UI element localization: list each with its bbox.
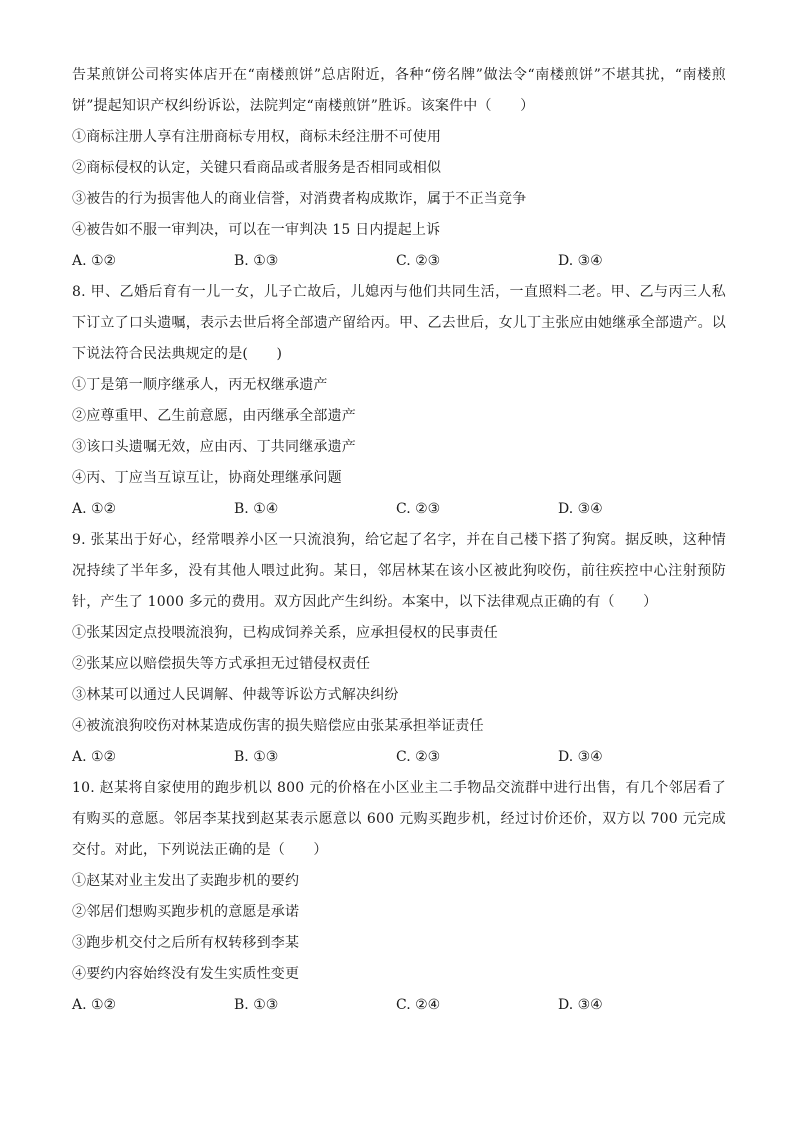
statement-2: ②邻居们想购买跑步机的意愿是承诺: [72, 904, 300, 920]
option-a: A. ①②: [72, 253, 117, 269]
option-b: B. ①③: [234, 253, 279, 269]
option-b: B. ①④: [234, 501, 279, 517]
option-c: C. ②③: [396, 749, 441, 765]
statement-4: ④被流浪狗咬伤对林某造成伤害的损失赔偿应由张某承担举证责任: [72, 718, 484, 734]
option-a: A. ①②: [72, 997, 117, 1013]
answer-options: [72, 246, 726, 277]
statement-4: ④丙、丁应当互谅互让，协商处理继承问题: [72, 470, 342, 486]
answer-options: [72, 990, 726, 1021]
question-stem: 9. 张某出于好心，经常喂养小区一只流浪狗，给它起了名字，并在自己楼下搭了狗窝。据反映，这种情况持续了半年多，没有其他人喂过此狗。某日，邻居林某在该小区被此狗咬伤，前往疾控中心注射预防针，产生了 1000 多元的费用。双方因此产生纠纷。本案中，以下法律观点正确的有（ ）: [72, 532, 726, 610]
option-c: C. ②④: [396, 997, 441, 1013]
statement-2: ②张某应以赔偿损失等方式承担无过错侵权责任: [72, 656, 371, 672]
question-stem: 10. 赵某将自家使用的跑步机以 800 元的价格在小区业主二手物品交流群中进行出售，有几个邻居看了有购买的意愿。邻居李某找到赵某表示愿意以 600 元购买跑步机，经过讨价还价，双方以 700 元完成交付。对此，下列说法正确的是（ ）: [72, 780, 726, 858]
option-c: C. ②③: [396, 253, 441, 269]
question-stem: 告某煎饼公司将实体店开在“南楼煎饼”总店附近，各种“傍名牌”做法令“南楼煎饼”不堪其扰，“南楼煎饼”提起知识产权纠纷诉讼，法院判定“南楼煎饼”胜诉。该案件中（ ）: [72, 67, 726, 114]
option-d: D. ③④: [558, 997, 603, 1013]
statement-4: ④被告如不服一审判决，可以在一审判决 15 日内提起上诉: [72, 222, 441, 238]
exam-page: [72, 60, 726, 1021]
answer-options: [72, 742, 726, 773]
question-10: [72, 773, 726, 1021]
statement-2: ②应尊重甲、乙生前意愿，由丙继承全部遗产: [72, 408, 356, 424]
option-d: D. ③④: [558, 749, 603, 765]
question-8: [72, 277, 726, 525]
option-b: B. ①③: [234, 749, 279, 765]
question-stem: 8. 甲、乙婚后育有一儿一女，儿子亡故后，儿媳丙与他们共同生活，一直照料二老。甲、乙与丙三人私下订立了口头遗嘱，表示去世后将全部遗产留给丙。甲、乙去世后，女儿丁主张应由她继承全部遗产。以下说法符合民法典规定的是( ): [72, 284, 726, 362]
question-7: [72, 60, 726, 277]
statement-2: ②商标侵权的认定，关键只看商品或者服务是否相同或相似: [72, 160, 442, 176]
statement-1: ①丁是第一顺序继承人，丙无权继承遗产: [72, 377, 328, 393]
statement-1: ①赵某对业主发出了卖跑步机的要约: [72, 873, 300, 889]
option-d: D. ③④: [558, 253, 603, 269]
statement-3: ③跑步机交付之后所有权转移到李某: [72, 935, 300, 951]
statement-4: ④要约内容始终没有发生实质性变更: [72, 966, 300, 982]
answer-options: [72, 494, 726, 525]
statement-3: ③被告的行为损害他人的商业信誉，对消费者构成欺诈，属于不正当竞争: [72, 191, 527, 207]
statement-1: ①张某因定点投喂流浪狗，已构成饲养关系，应承担侵权的民事责任: [72, 625, 498, 641]
option-c: C. ②③: [396, 501, 441, 517]
statement-3: ③该口头遗嘱无效，应由丙、丁共同继承遗产: [72, 439, 356, 455]
statement-3: ③林某可以通过人民调解、仲裁等诉讼方式解决纠纷: [72, 687, 399, 703]
option-a: A. ①②: [72, 501, 117, 517]
option-b: B. ①③: [234, 997, 279, 1013]
statement-1: ①商标注册人享有注册商标专用权，商标未经注册不可使用: [72, 129, 442, 145]
question-9: [72, 525, 726, 773]
option-d: D. ③④: [558, 501, 603, 517]
option-a: A. ①②: [72, 749, 117, 765]
